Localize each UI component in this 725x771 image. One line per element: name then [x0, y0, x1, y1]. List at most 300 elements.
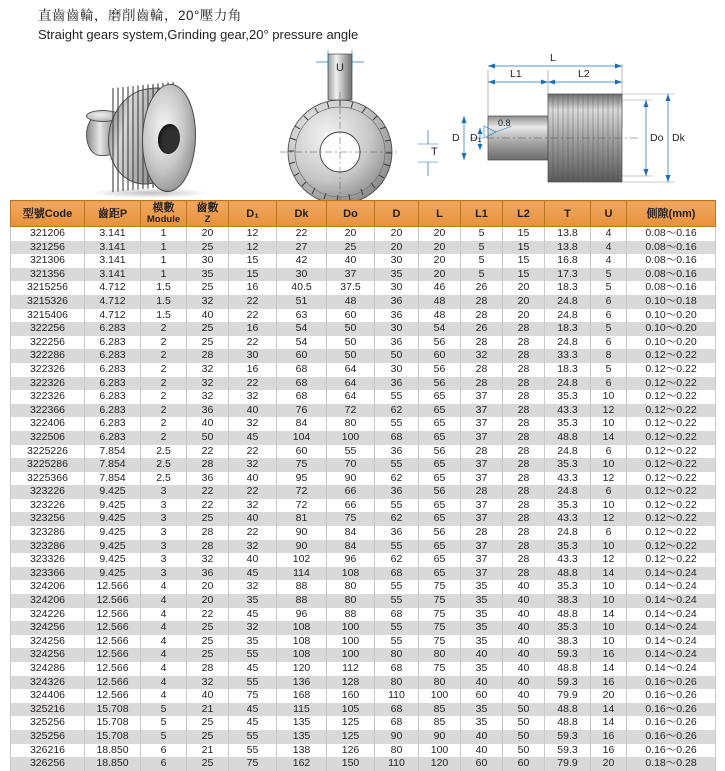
side-view-svg: [440, 40, 720, 205]
cell: 5: [591, 322, 627, 336]
cell: 28: [461, 445, 503, 459]
cell: 40: [327, 254, 375, 268]
cell: 10: [591, 417, 627, 431]
cell: 0.14～0.24: [627, 580, 716, 594]
column-header-9: L1: [461, 201, 503, 227]
cell: 2.5: [141, 445, 187, 459]
cell: 48: [327, 295, 375, 309]
table-row: [11, 567, 716, 581]
cell: 85: [419, 703, 461, 717]
cell: 12: [591, 553, 627, 567]
column-header-6: Do: [327, 201, 375, 227]
cell: 27: [277, 241, 327, 255]
cell: 90: [277, 526, 327, 540]
column-header-7: D: [375, 201, 419, 227]
cell: 68: [277, 363, 327, 377]
cell: 75: [419, 635, 461, 649]
cell-code: 323326: [11, 553, 85, 567]
cell: 22: [229, 485, 277, 499]
table-row: [11, 445, 716, 459]
column-header-12: U: [591, 201, 627, 227]
table-row: [11, 580, 716, 594]
cell: 2: [141, 363, 187, 377]
column-header-1: 齒距P: [85, 201, 141, 227]
cell: 0.12～0.22: [627, 512, 716, 526]
cell: 1: [141, 254, 187, 268]
cell-code: 3215256: [11, 281, 85, 295]
cell: 38.3: [545, 635, 591, 649]
cell: 40: [229, 472, 277, 486]
cell: 30: [375, 322, 419, 336]
cell: 125: [327, 716, 375, 730]
cell: 3: [141, 540, 187, 554]
cell: 79.9: [545, 689, 591, 703]
cell: 40: [229, 553, 277, 567]
cell: 37: [327, 268, 375, 282]
cell-code: 321356: [11, 268, 85, 282]
cell-code: 325256: [11, 716, 85, 730]
cell: 32: [229, 621, 277, 635]
cell: 14: [591, 431, 627, 445]
table-row: [11, 281, 716, 295]
cell-code: 322286: [11, 349, 85, 363]
cell: 28: [503, 540, 545, 554]
cell: 50: [187, 431, 229, 445]
cell: 37: [461, 390, 503, 404]
cell: 2: [141, 404, 187, 418]
table-row: [11, 608, 716, 622]
cell: 25: [187, 730, 229, 744]
cell: 138: [277, 744, 327, 758]
cell: 50: [503, 730, 545, 744]
cell: 76: [277, 404, 327, 418]
cell: 4: [591, 241, 627, 255]
cell: 0.08～0.16: [627, 268, 716, 282]
cell: 66: [327, 499, 375, 513]
gear-side-view-drawing: [440, 40, 720, 205]
cell: 0.14～0.24: [627, 648, 716, 662]
header-row: [11, 201, 716, 227]
cell: 25: [187, 757, 229, 771]
cell-code: 322256: [11, 336, 85, 350]
cell: 0.12～0.22: [627, 526, 716, 540]
cell: 70: [327, 458, 375, 472]
cell-code: 324286: [11, 662, 85, 676]
cell: 64: [327, 363, 375, 377]
cell: 55: [375, 458, 419, 472]
cell: 18.850: [85, 757, 141, 771]
cell: 60: [461, 689, 503, 703]
cell: 55: [229, 730, 277, 744]
cell: 16.8: [545, 254, 591, 268]
table-row: [11, 553, 716, 567]
cell: 5: [591, 281, 627, 295]
cell: 6: [591, 485, 627, 499]
cell: 9.425: [85, 553, 141, 567]
cell: 4: [141, 662, 187, 676]
cell: 6.283: [85, 336, 141, 350]
cell: 35: [461, 662, 503, 676]
cell: 51: [277, 295, 327, 309]
cell: 72: [277, 499, 327, 513]
cell: 65: [419, 390, 461, 404]
cell: 68: [375, 431, 419, 445]
cell: 37.5: [327, 281, 375, 295]
cell: 25: [187, 241, 229, 255]
cell: 32: [229, 499, 277, 513]
cell: 28: [503, 553, 545, 567]
cell: 28: [503, 390, 545, 404]
cell: 65: [419, 458, 461, 472]
cell: 96: [277, 608, 327, 622]
cell: 5: [141, 703, 187, 717]
spec-table-head: [11, 201, 716, 227]
cell: 48: [419, 309, 461, 323]
cell: 37: [461, 404, 503, 418]
cell: 0.12～0.22: [627, 377, 716, 391]
cell: 75: [419, 662, 461, 676]
cell: 48: [419, 295, 461, 309]
cell: 32: [229, 580, 277, 594]
cell: 128: [327, 676, 375, 690]
cell: 0.14～0.24: [627, 608, 716, 622]
cell-code: 322326: [11, 363, 85, 377]
cell: 28: [503, 499, 545, 513]
cell: 0.10～0.20: [627, 309, 716, 323]
cell: 54: [277, 336, 327, 350]
cell: 68: [375, 662, 419, 676]
cell: 28: [187, 349, 229, 363]
table-row: [11, 431, 716, 445]
cell: 28: [503, 567, 545, 581]
cell: 79.9: [545, 757, 591, 771]
cell-code: 322366: [11, 404, 85, 418]
cell-code: 324256: [11, 648, 85, 662]
cell: 75: [229, 757, 277, 771]
cell-code: 322256: [11, 322, 85, 336]
cell: 2.5: [141, 458, 187, 472]
cell: 4.712: [85, 309, 141, 323]
dim-label-d: D: [452, 132, 460, 144]
cell: 35: [461, 621, 503, 635]
cell: 21: [187, 703, 229, 717]
table-row: [11, 716, 716, 730]
table-row: [11, 635, 716, 649]
cell: 162: [277, 757, 327, 771]
cell: 7.854: [85, 458, 141, 472]
title-chinese: 直齒齒輪，磨削齒輪，20°壓力角: [38, 8, 242, 23]
cell: 62: [375, 553, 419, 567]
cell: 102: [277, 553, 327, 567]
cell: 0.12～0.22: [627, 485, 716, 499]
cell: 35: [229, 594, 277, 608]
cell: 38.3: [545, 594, 591, 608]
cell: 42: [277, 254, 327, 268]
cell: 21: [187, 744, 229, 758]
cell: 32: [229, 390, 277, 404]
cell: 16: [591, 730, 627, 744]
dim-label-d1: D₁: [470, 132, 482, 144]
cell: 0.12～0.22: [627, 390, 716, 404]
cell: 28: [461, 363, 503, 377]
cell: 15.708: [85, 730, 141, 744]
cell-code: 325256: [11, 730, 85, 744]
cell: 68: [375, 608, 419, 622]
cell: 16: [591, 648, 627, 662]
cell: 0.14～0.24: [627, 635, 716, 649]
cell: 0.16～0.26: [627, 703, 716, 717]
table-row: [11, 309, 716, 323]
cell: 28: [503, 512, 545, 526]
cell: 18.850: [85, 744, 141, 758]
cell: 36: [375, 377, 419, 391]
cell: 6.283: [85, 363, 141, 377]
cell-code: 3225286: [11, 458, 85, 472]
cell: 36: [187, 404, 229, 418]
cell: 4.712: [85, 281, 141, 295]
cell: 0.14～0.24: [627, 621, 716, 635]
cell: 108: [327, 567, 375, 581]
cell-code: 3225366: [11, 472, 85, 486]
cell: 48.8: [545, 431, 591, 445]
column-header-5: Dk: [277, 201, 327, 227]
cell: 32: [229, 540, 277, 554]
cell: 20: [419, 227, 461, 241]
cell: 35: [461, 703, 503, 717]
cell: 36: [375, 309, 419, 323]
dim-label-dk: Dk: [672, 132, 685, 144]
cell: 75: [277, 458, 327, 472]
cell: 55: [375, 390, 419, 404]
cell: 43.3: [545, 472, 591, 486]
cell-code: 324256: [11, 635, 85, 649]
cell: 14: [591, 662, 627, 676]
cell: 9.425: [85, 526, 141, 540]
cell: 168: [277, 689, 327, 703]
cell: 6: [591, 309, 627, 323]
cell: 100: [419, 744, 461, 758]
cell: 100: [419, 689, 461, 703]
column-header-2: [141, 201, 187, 227]
cell: 0.16～0.26: [627, 689, 716, 703]
cell: 0.16～0.26: [627, 744, 716, 758]
cell: 48.8: [545, 662, 591, 676]
table-row: [11, 662, 716, 676]
cell: 24.8: [545, 445, 591, 459]
cell: 32: [187, 390, 229, 404]
cell: 0.14～0.24: [627, 594, 716, 608]
cell: 22: [187, 485, 229, 499]
cell-code: 3225226: [11, 445, 85, 459]
cell: 75: [419, 608, 461, 622]
cell: 60: [461, 757, 503, 771]
cell: 66: [327, 485, 375, 499]
cell: 10: [591, 621, 627, 635]
cell: 25: [187, 512, 229, 526]
table-row: [11, 377, 716, 391]
cell: 50: [327, 336, 375, 350]
cell: 0.12～0.22: [627, 349, 716, 363]
column-header-11: T: [545, 201, 591, 227]
cell: 4: [141, 648, 187, 662]
cell: 35.3: [545, 499, 591, 513]
cell: 55: [375, 417, 419, 431]
cell: 35.3: [545, 458, 591, 472]
cell: 43.3: [545, 553, 591, 567]
cell: 25: [187, 621, 229, 635]
cell: 0.12～0.22: [627, 458, 716, 472]
cell: 96: [327, 553, 375, 567]
cell: 12: [591, 512, 627, 526]
gear-perspective-photo: [78, 62, 228, 182]
cell: 35.3: [545, 580, 591, 594]
cell: 9.425: [85, 485, 141, 499]
cell: 40: [187, 417, 229, 431]
cell: 30: [375, 281, 419, 295]
cell: 28: [503, 363, 545, 377]
cell: 0.16～0.26: [627, 730, 716, 744]
cell: 16: [229, 281, 277, 295]
cell: 65: [419, 540, 461, 554]
cell: 5: [461, 227, 503, 241]
cell: 90: [375, 730, 419, 744]
cell: 9.425: [85, 499, 141, 513]
cell-code: 323366: [11, 567, 85, 581]
cell: 12: [591, 404, 627, 418]
column-header-10: L2: [503, 201, 545, 227]
cell: 36: [375, 445, 419, 459]
cell: 0.12～0.22: [627, 553, 716, 567]
cell: 37: [461, 540, 503, 554]
cell: 24.8: [545, 377, 591, 391]
cell-code: 324326: [11, 676, 85, 690]
front-view-svg: [250, 40, 450, 200]
cell: 28: [461, 295, 503, 309]
cell: 15: [503, 268, 545, 282]
cell: 65: [419, 472, 461, 486]
cell: 3: [141, 553, 187, 567]
cell: 55: [229, 744, 277, 758]
column-header-8: L: [419, 201, 461, 227]
cell: 1: [141, 268, 187, 282]
cell: 28: [187, 526, 229, 540]
cell: 36: [375, 485, 419, 499]
cell: 56: [419, 377, 461, 391]
cell: 55: [375, 499, 419, 513]
cell: 2: [141, 377, 187, 391]
cell: 5: [461, 254, 503, 268]
cell: 6.283: [85, 431, 141, 445]
cell: 40: [503, 689, 545, 703]
cell: 3: [141, 485, 187, 499]
cell: 4: [141, 676, 187, 690]
cell: 59.3: [545, 648, 591, 662]
cell: 0.08～0.16: [627, 241, 716, 255]
column-header-sub: Module: [146, 213, 181, 225]
cell: 0.12～0.22: [627, 431, 716, 445]
cell-code: 322506: [11, 431, 85, 445]
cell: 24.8: [545, 295, 591, 309]
cell: 75: [419, 594, 461, 608]
cell: 40: [503, 648, 545, 662]
cell: 55: [375, 594, 419, 608]
cell: 9.425: [85, 567, 141, 581]
cell: 32: [229, 458, 277, 472]
cell: 56: [419, 526, 461, 540]
cell: 54: [419, 322, 461, 336]
table-row: [11, 404, 716, 418]
cell: 18.3: [545, 281, 591, 295]
cell: 59.3: [545, 730, 591, 744]
cell: 22: [187, 445, 229, 459]
cell: 6: [141, 744, 187, 758]
cell: 35: [461, 635, 503, 649]
cell: 62: [375, 404, 419, 418]
cell: 48.8: [545, 703, 591, 717]
cell: 28: [503, 445, 545, 459]
spec-table: [10, 200, 716, 771]
table-row: [11, 254, 716, 268]
cell: 40.5: [277, 281, 327, 295]
cell: 3.141: [85, 268, 141, 282]
cell: 64: [327, 377, 375, 391]
cell: 36: [375, 526, 419, 540]
cell: 6: [591, 445, 627, 459]
cell: 22: [229, 309, 277, 323]
spec-table-body: [11, 227, 716, 771]
cell: 32: [187, 676, 229, 690]
cell: 80: [327, 580, 375, 594]
cell: 45: [229, 567, 277, 581]
cell: 13.8: [545, 241, 591, 255]
cell: 3.141: [85, 241, 141, 255]
cell: 7.854: [85, 472, 141, 486]
cell: 10: [591, 390, 627, 404]
cell: 60: [503, 757, 545, 771]
cell: 30: [277, 268, 327, 282]
cell: 4: [141, 635, 187, 649]
cell: 60: [277, 445, 327, 459]
cell: 62: [375, 472, 419, 486]
cell: 0.12～0.22: [627, 404, 716, 418]
cell: 72: [277, 485, 327, 499]
table-row: [11, 744, 716, 758]
cell: 28: [461, 377, 503, 391]
cell: 108: [277, 621, 327, 635]
cell: 75: [419, 621, 461, 635]
cell: 25: [187, 716, 229, 730]
cell: 100: [327, 648, 375, 662]
cell: 80: [419, 648, 461, 662]
dim-label-l1: L1: [510, 68, 522, 80]
column-header-main: 模數: [152, 201, 175, 214]
table-row: [11, 594, 716, 608]
cell: 45: [229, 431, 277, 445]
cell: 16: [229, 322, 277, 336]
cell: 108: [277, 648, 327, 662]
cell: 18.3: [545, 363, 591, 377]
cell: 45: [229, 716, 277, 730]
cell: 150: [327, 757, 375, 771]
cell: 4.712: [85, 295, 141, 309]
cell: 2: [141, 431, 187, 445]
cell: 45: [229, 608, 277, 622]
cell: 15.708: [85, 716, 141, 730]
cell: 14: [591, 703, 627, 717]
cell: 30: [229, 349, 277, 363]
title-english: Straight gears system,Grinding gear,20° pressure angle: [38, 27, 359, 42]
cell: 30: [375, 363, 419, 377]
